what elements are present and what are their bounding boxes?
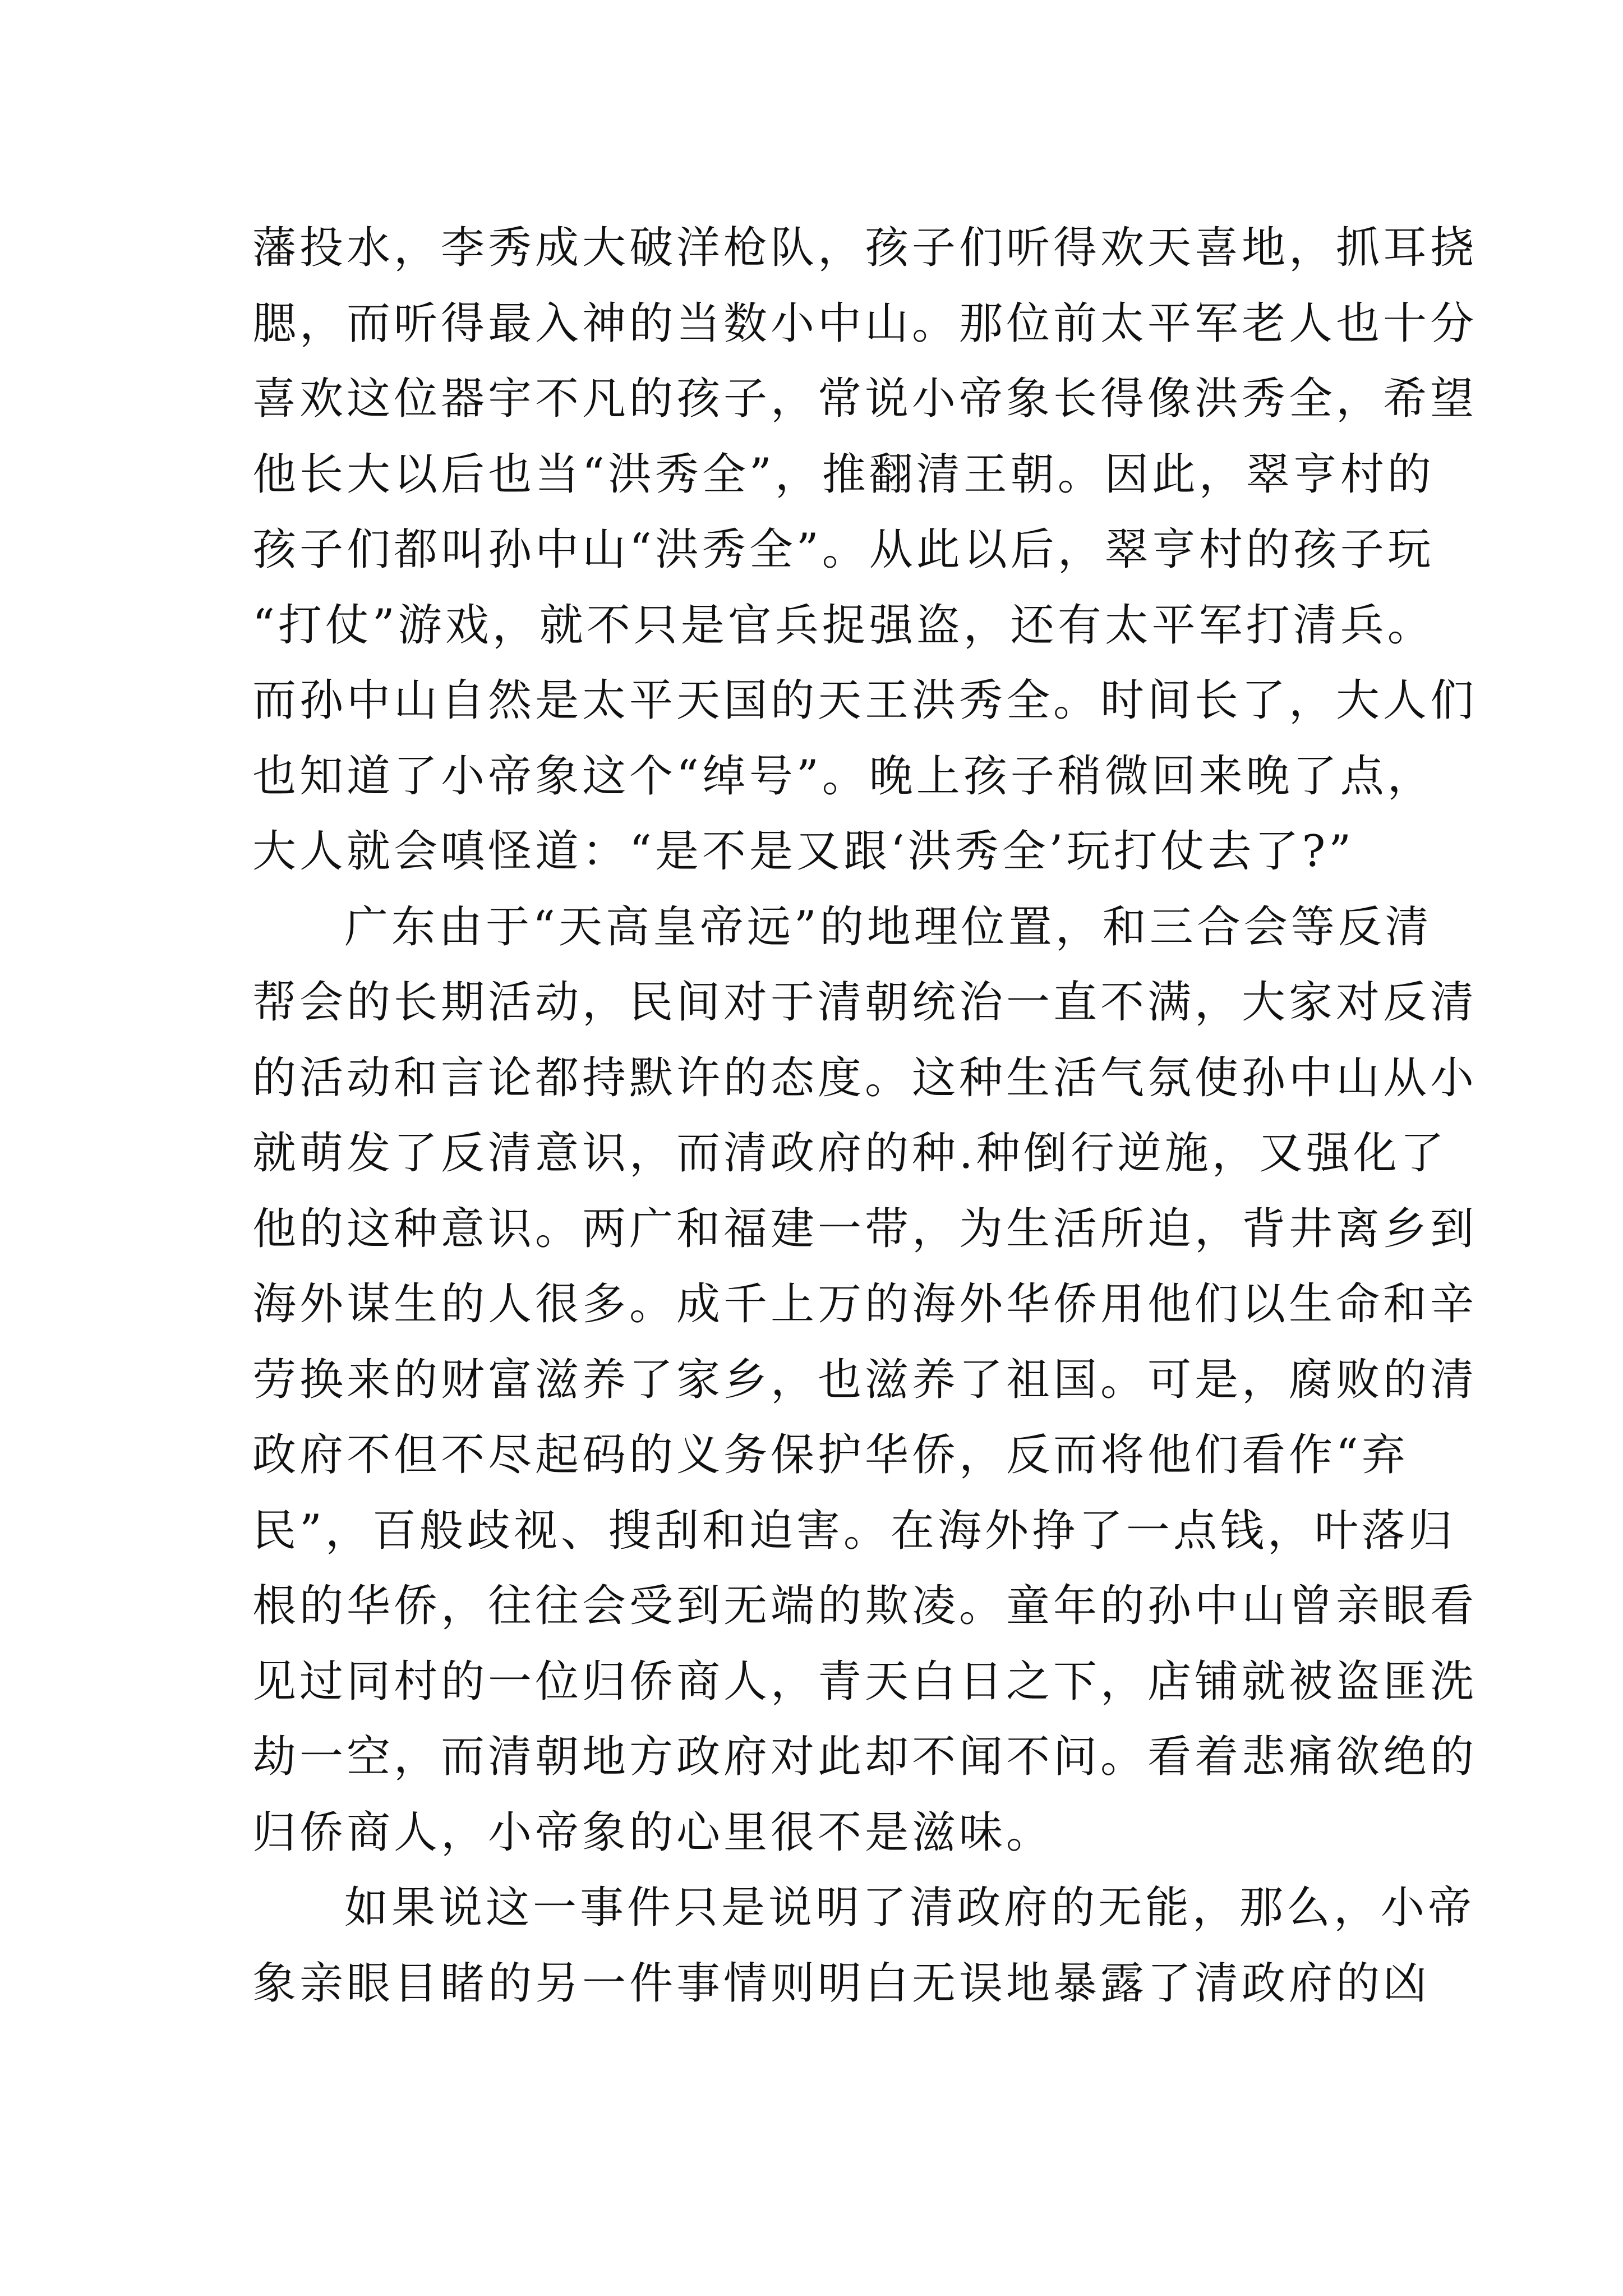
text-line: 腮，而听得最入神的当数小中山。那位前太平军老人也十分 — [252, 298, 1478, 349]
text-line: 喜欢这位器宇不凡的孩子，常说小帝象长得像洪秀全，希望 — [252, 374, 1478, 424]
text-line: 也知道了小帝象这个“绰号”。晚上孩子稍微回来晚了点， — [252, 751, 1435, 802]
text-line: 政府不但不尽起码的义务保护华侨，反而将他们看作“弃 — [252, 1430, 1409, 1480]
text-line: 象亲眼目睹的另一件事情则明白无误地暴露了清政府的凶 — [252, 1958, 1431, 2009]
text-line: 海外谋生的人很多。成千上万的海外华侨用他们以生命和辛 — [252, 1279, 1478, 1329]
text-line: 见过同村的一位归侨商人，青天白日之下，店铺就被盗匪洗 — [252, 1656, 1478, 1707]
text-line: 的活动和言论都持默许的态度。这种生活气氛使孙中山从小 — [252, 1052, 1478, 1103]
text-line: 根的华侨，往往会受到无端的欺凌。童年的孙中山曾亲眼看 — [252, 1581, 1478, 1631]
paragraph-first-line: 广东由于“天高皇帝远”的地理位置，和三合会等反清 — [344, 901, 1432, 953]
text-line: 大人就会嗔怪道：“是不是又跟‘洪秀全’玩打仗去了?” — [252, 826, 1355, 877]
text-line: 他的这种意识。两广和福建一带，为生活所迫，背井离乡到 — [252, 1203, 1478, 1254]
text-line: 而孙中山自然是太平天国的天王洪秀全。时间长了，大人们 — [252, 675, 1478, 726]
text-line: 孩子们都叫孙中山“洪秀全”。从此以后，翠亨村的孩子玩 — [252, 524, 1435, 575]
text-line: 藩投水，李秀成大破洋枪队，孩子们听得欢天喜地，抓耳挠 — [252, 223, 1478, 273]
text-line: 民”，百般歧视、搜刮和迫害。在海外挣了一点钱，叶落归 — [252, 1505, 1456, 1556]
text-line: 就萌发了反清意识，而清政府的种.种倒行逆施，又强化了 — [252, 1128, 1447, 1179]
text-line: 劫一空，而清朝地方政府对此却不闻不问。看着悲痛欲绝的 — [252, 1732, 1478, 1782]
text-line: 劳换来的财富滋养了家乡，也滋养了祖国。可是，腐败的清 — [252, 1354, 1478, 1405]
text-line: 归侨商人，小帝象的心里很不是滋味。 — [252, 1807, 1054, 1858]
body-text — [252, 210, 1478, 2021]
paragraph-first-line: 如果说这一事件只是说明了清政府的无能，那么，小帝 — [344, 1883, 1476, 1933]
text-line: 他长大以后也当“洪秀全”，推翻清王朝。因此，翠亨村的 — [252, 449, 1435, 500]
text-line: “打仗”游戏，就不只是官兵捉强盗，还有太平军打清兵。 — [252, 600, 1435, 651]
text-line: 帮会的长期活动，民间对于清朝统治一直不满，大家对反清 — [252, 977, 1478, 1028]
